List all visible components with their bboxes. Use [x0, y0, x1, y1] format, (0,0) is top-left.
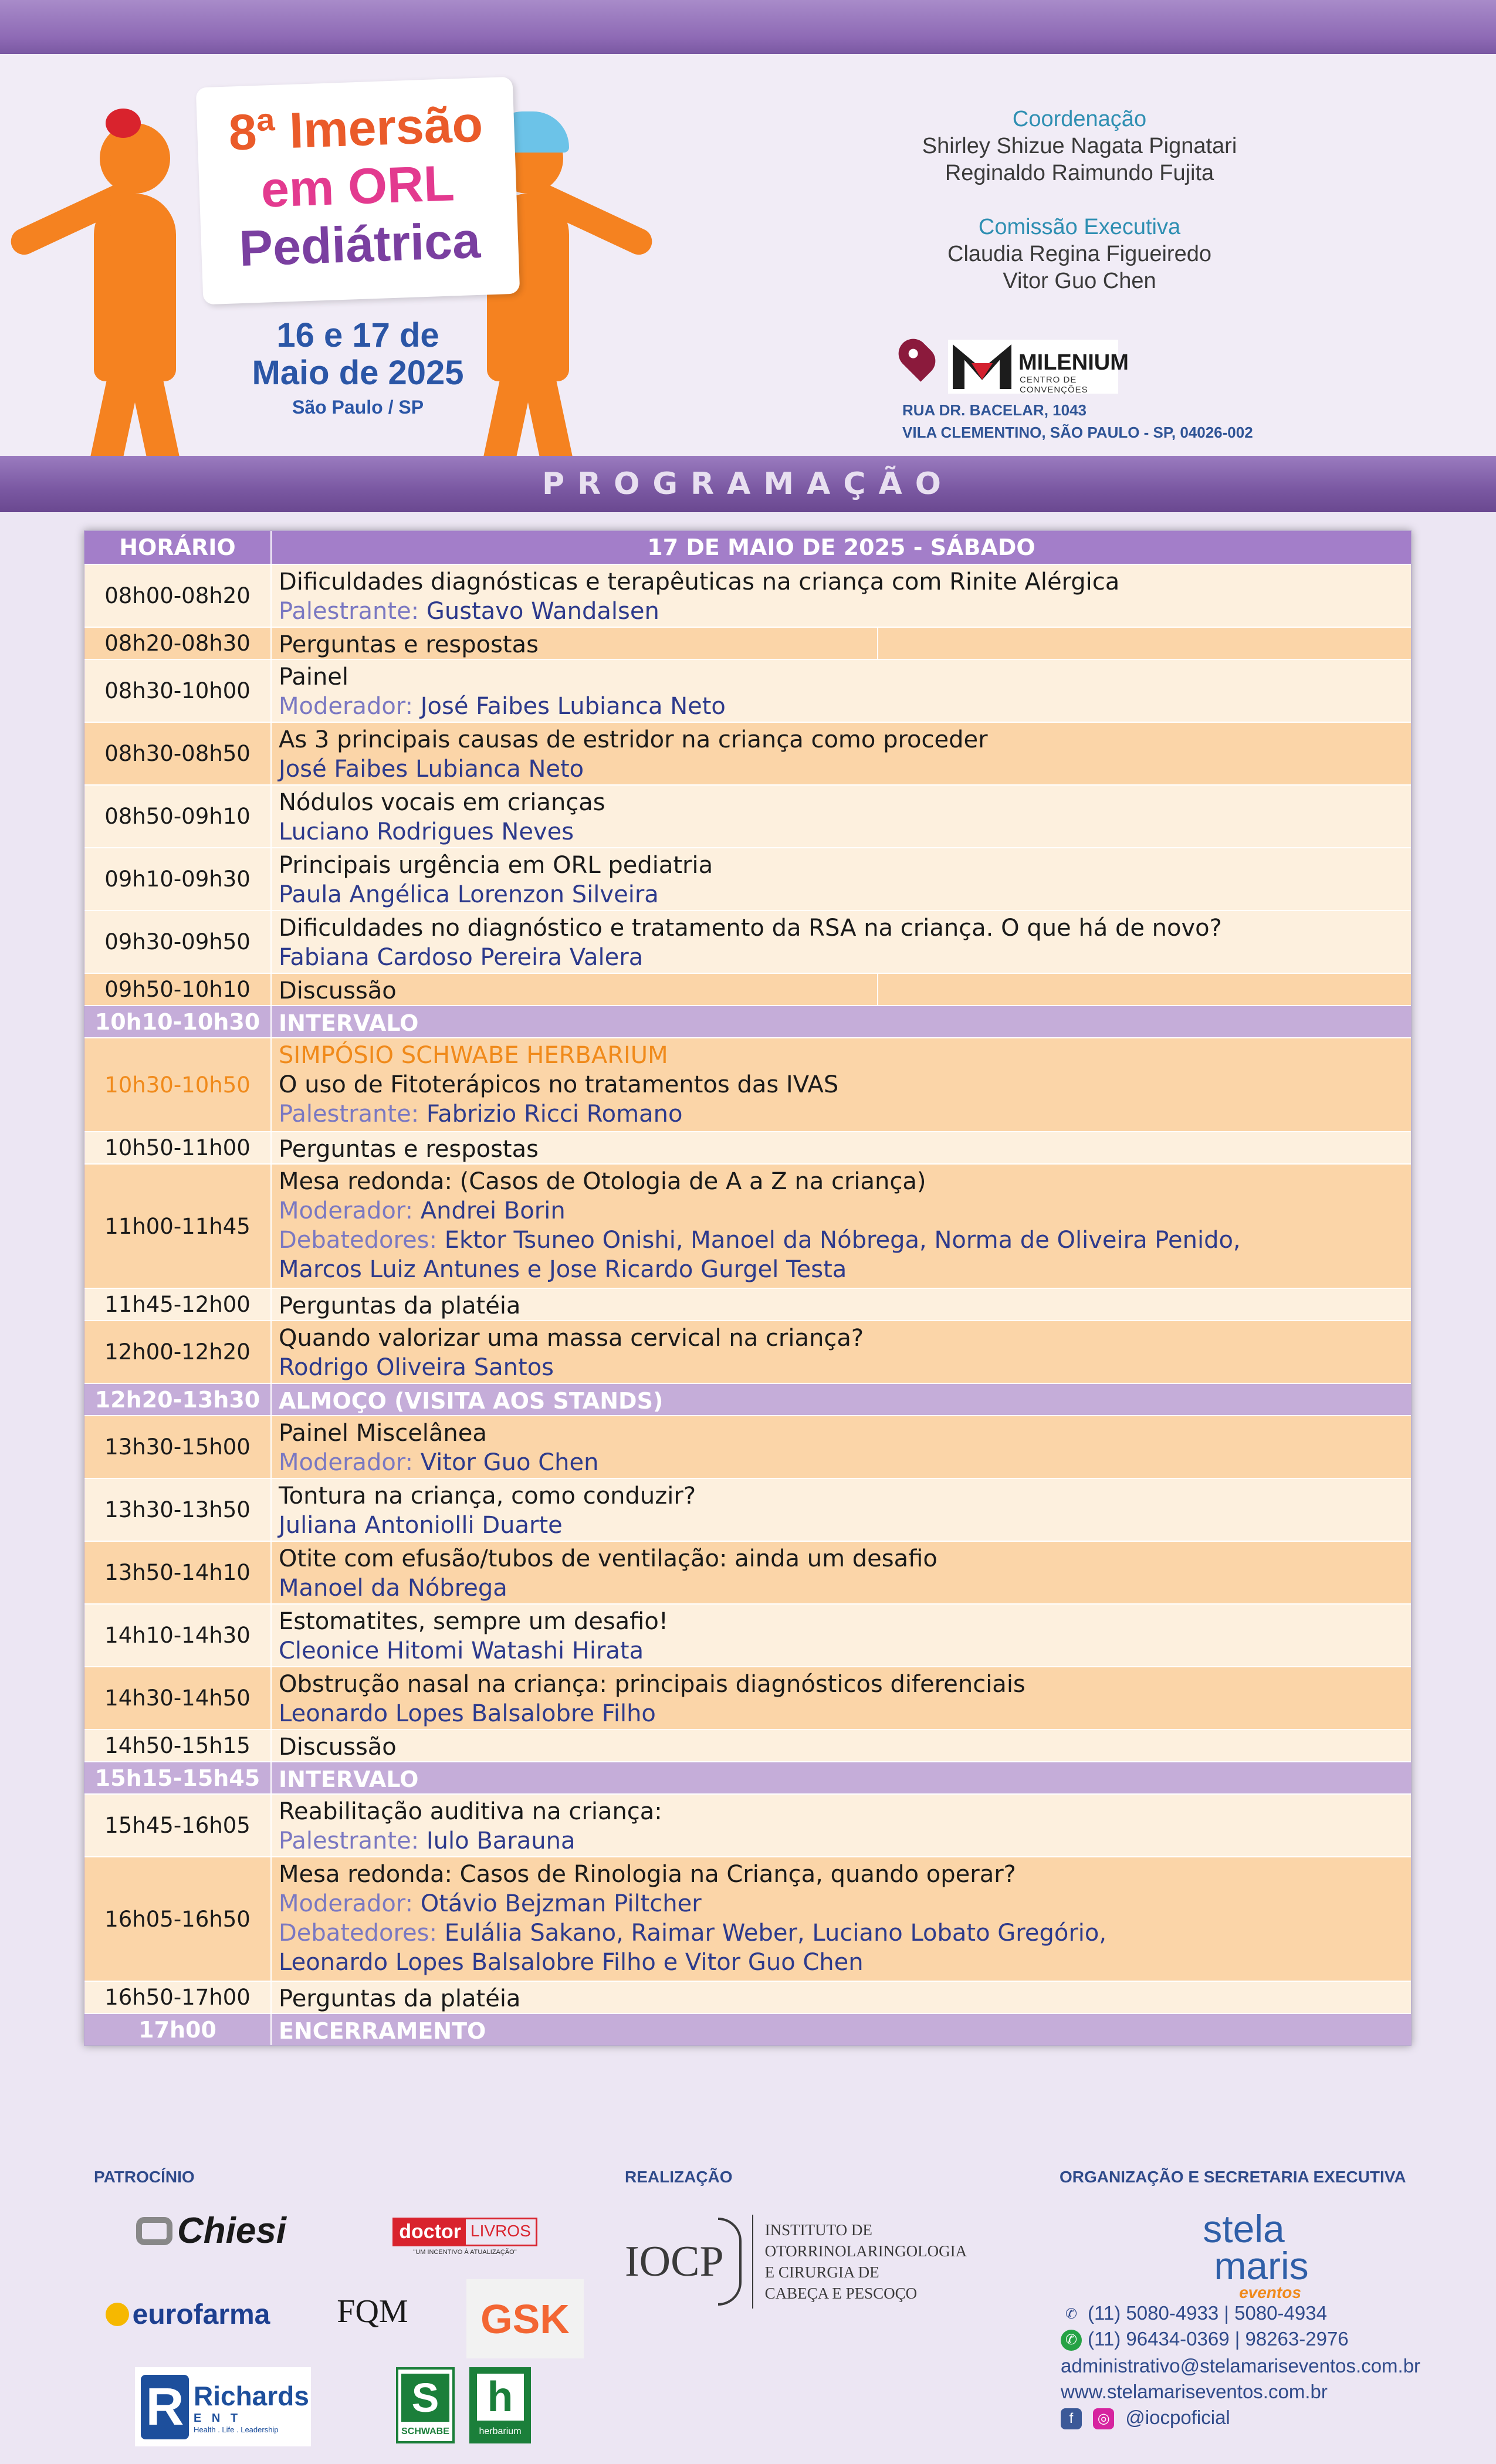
row-time: 08h00-08h20 — [84, 565, 272, 627]
row-time: 08h30-10h00 — [84, 660, 272, 722]
speaker-name: Rodrigo Oliveira Santos — [279, 1354, 554, 1381]
debaters-names: Leonardo Lopes Balsalobre Filho e Vitor Guo Chen — [279, 1949, 864, 1976]
speaker-label: Palestrante: — [279, 1827, 427, 1854]
row-description — [272, 1857, 1411, 1981]
row-time: 08h50-09h10 — [84, 786, 272, 847]
row-description: INTERVALO — [279, 1010, 419, 1036]
stela-maris-logo — [1150, 2207, 1338, 2301]
speaker-name: Manoel da Nóbrega — [279, 1575, 507, 1602]
iocp-line2: OTORRINOLARINGOLOGIA — [764, 2242, 967, 2260]
event-title-line2: em ORL — [260, 155, 456, 218]
eventos-name: eventos — [1239, 2283, 1301, 2301]
address-line1: RUA DR. BACELAR, 1043 — [902, 401, 1087, 419]
session-title: Obstrução nasal na criança: principais diagnósticos diferenciais — [279, 1671, 1025, 1698]
phone-line — [1061, 2302, 1327, 2325]
speaker-label: Palestrante: — [279, 598, 427, 625]
moderator-label: Moderador: — [279, 693, 421, 720]
table-row — [84, 973, 1411, 1005]
table-row — [84, 1415, 1411, 1478]
instagram-icon[interactable]: ◎ — [1093, 2408, 1114, 2429]
row-time: 15h15-15h45 — [84, 1762, 272, 1793]
coordinator-name: Reginaldo Raimundo Fujita — [945, 161, 1214, 185]
doctor-name: doctor — [394, 2219, 466, 2245]
closing-row — [84, 2013, 1411, 2045]
session-title: Mesa redonda: (Casos de Otologia de A a Z na criança) — [279, 1168, 926, 1195]
chiesi-logo — [126, 2206, 296, 2256]
row-description — [272, 1289, 1411, 1320]
doctor-tagline: "UM INCENTIVO À ATUALIZAÇÃO" — [413, 2249, 517, 2256]
schwabe-logo — [396, 2367, 455, 2443]
venue-name: MILENIUM — [1018, 350, 1129, 375]
livros-name: LIVROS — [471, 2222, 531, 2240]
venue-subtitle: CENTRO DE CONVENÇÕES — [1020, 375, 1088, 395]
date-column-header: 17 DE MAIO DE 2025 - SÁBADO — [647, 534, 1035, 560]
coordinator-name: Shirley Shizue Nagata Pignatari — [922, 134, 1237, 158]
table-row — [84, 659, 1411, 722]
chiesi-name: Chiesi — [177, 2211, 287, 2251]
table-row — [84, 1793, 1411, 1856]
iocp-line3: E CIRURGIA DE — [764, 2263, 879, 2281]
debaters-names: Ektor Tsuneo Onishi, Manoel da Nóbrega, Norma de Oliveira Penido, — [444, 1227, 1241, 1254]
event-date-line2: Maio de 2025 — [252, 354, 464, 392]
chiesi-mark-icon — [136, 2217, 172, 2245]
event-date-line1: 16 e 17 de — [276, 316, 439, 354]
symposium-title: SIMPÓSIO SCHWABE HERBARIUM — [279, 1042, 668, 1069]
social-line — [1061, 2407, 1230, 2429]
table-row — [84, 1131, 1411, 1163]
whatsapp-line — [1061, 2328, 1349, 2351]
table-row — [84, 1163, 1411, 1288]
eurofarma-name: eurofarma — [132, 2299, 270, 2330]
moderator-name: Otávio Bejzman Piltcher — [420, 1890, 702, 1917]
table-row — [84, 910, 1411, 973]
doctor-livros-logo — [396, 2209, 534, 2265]
row-time: 12h00-12h20 — [84, 1321, 272, 1383]
richards-tagline: Health . Life . Leadership — [194, 2425, 279, 2434]
top-bar — [0, 0, 1496, 54]
debaters-label: Debatedores: — [279, 1227, 445, 1254]
row-time: 15h45-16h05 — [84, 1795, 272, 1856]
schwabe-mark-icon: S — [401, 2374, 449, 2422]
sponsors-heading: PATROCÍNIO — [94, 2168, 195, 2186]
row-time: 14h10-14h30 — [84, 1605, 272, 1666]
richards-name: Richards — [194, 2380, 309, 2411]
speaker-name: Iulo Barauna — [426, 1827, 576, 1854]
table-header — [84, 531, 1411, 564]
time-column-header: HORÁRIO — [84, 531, 272, 564]
row-description — [272, 628, 1411, 659]
speaker-name: José Faibes Lubianca Neto — [279, 756, 584, 783]
row-time: 12h20-13h30 — [84, 1384, 272, 1415]
row-description — [272, 1038, 1411, 1131]
row-time: 14h50-15h15 — [84, 1730, 272, 1761]
session-title: Tontura na criança, como conduzir? — [279, 1483, 696, 1509]
break-row — [84, 1383, 1411, 1415]
iocp-logo — [625, 2209, 989, 2314]
kid-left-figure — [94, 194, 176, 381]
debaters-label: Debatedores: — [279, 1920, 445, 1947]
row-description — [272, 1321, 1411, 1383]
row-description — [272, 565, 1411, 627]
eurofarma-mark-icon — [106, 2303, 129, 2326]
row-time: 10h30-10h50 — [84, 1038, 272, 1131]
venue-address — [902, 399, 1253, 444]
event-date — [235, 317, 481, 418]
session-title: Nódulos vocais em crianças — [279, 789, 605, 816]
gsk-logo: GSK — [466, 2279, 584, 2358]
table-row — [84, 1320, 1411, 1383]
moderator-name: Andrei Borin — [420, 1197, 566, 1224]
iocp-name: IOCP — [625, 2237, 724, 2286]
herbarium-mark-icon: h — [477, 2374, 524, 2421]
program-title-bar: PROGRAMAÇÃO — [0, 456, 1496, 512]
speaker-name: Juliana Antoniolli Duarte — [279, 1512, 563, 1539]
moderator-name: José Faibes Lubianca Neto — [420, 693, 726, 720]
row-description — [272, 1730, 1411, 1761]
row-description — [272, 1605, 1411, 1666]
session-title: Estomatites, sempre um desafio! — [279, 1608, 668, 1635]
coordination-block — [845, 106, 1314, 295]
session-title: Perguntas e respostas — [279, 631, 539, 658]
row-description — [272, 1982, 1411, 2013]
event-logo — [41, 76, 628, 440]
table-row — [84, 1856, 1411, 1981]
row-description — [272, 660, 1411, 722]
event-title-line1: 8ª Imersão — [228, 96, 484, 161]
row-time: 16h05-16h50 — [84, 1857, 272, 1981]
row-description: INTERVALO — [279, 1766, 419, 1792]
session-title: Principais urgência em ORL pediatria — [279, 852, 713, 879]
session-title: Dificuldades diagnósticas e terapêuticas na criança com Rinite Alérgica — [279, 568, 1120, 595]
row-time: 08h20-08h30 — [84, 628, 272, 659]
moderator-label: Moderador: — [279, 1890, 421, 1917]
row-time: 10h10-10h30 — [84, 1006, 272, 1037]
organization-heading: ORGANIZAÇÃO E SECRETARIA EXECUTIVA — [1060, 2168, 1406, 2186]
moderator-label: Moderador: — [279, 1197, 421, 1224]
milenium-logo — [948, 340, 1129, 395]
speaker-name: Fabrizio Ricci Romano — [426, 1101, 683, 1128]
iocp-profile-icon — [718, 2218, 742, 2306]
row-time: 13h30-13h50 — [84, 1479, 272, 1541]
address-line2: VILA CLEMENTINO, SÃO PAULO - SP, 04026-002 — [902, 424, 1253, 441]
executive-committee-label: Comissão Executiva — [978, 215, 1181, 239]
row-description — [272, 786, 1411, 847]
session-title: Perguntas e respostas — [279, 1136, 539, 1163]
session-title: Discussão — [279, 977, 397, 1004]
row-description: ALMOÇO (VISITA AOS STANDS) — [279, 1388, 664, 1414]
iocp-line4: CABEÇA E PESCOÇO — [764, 2284, 918, 2302]
row-description — [272, 1542, 1411, 1603]
row-time: 14h30-14h50 — [84, 1667, 272, 1729]
row-time: 11h00-11h45 — [84, 1165, 272, 1288]
row-time: 17h00 — [84, 2014, 272, 2045]
speaker-name: Paula Angélica Lorenzon Silveira — [279, 881, 659, 908]
row-time: 16h50-17h00 — [84, 1982, 272, 2013]
realization-heading: REALIZAÇÃO — [625, 2168, 733, 2186]
session-title: Otite com efusão/tubos de ventilação: ainda um desafio — [279, 1545, 937, 1572]
session-title: Reabilitação auditiva na criança: — [279, 1798, 662, 1825]
speaker-label: Palestrante: — [279, 1101, 427, 1128]
session-title: Discussão — [279, 1734, 397, 1761]
phone-icon: ✆ — [1065, 2306, 1078, 2323]
session-title: Perguntas da platéia — [279, 1292, 521, 1319]
session-title: Painel Miscelânea — [279, 1420, 487, 1447]
herbarium-name: herbarium — [479, 2426, 522, 2436]
phone-numbers: (11) 5080-4933 | 5080-4934 — [1088, 2302, 1327, 2324]
break-row — [84, 1005, 1411, 1037]
table-row — [84, 1729, 1411, 1761]
social-handle[interactable]: @iocpoficial — [1125, 2407, 1230, 2428]
row-description — [272, 723, 1411, 784]
iocp-line1: INSTITUTO DE — [764, 2221, 872, 2239]
stela-name: stela — [1203, 2207, 1285, 2250]
table-row — [84, 847, 1411, 910]
event-city: São Paulo / SP — [292, 397, 424, 418]
table-row — [84, 784, 1411, 847]
row-description — [272, 1795, 1411, 1856]
richards-ent: E N T — [194, 2411, 242, 2425]
eurofarma-logo — [100, 2294, 276, 2335]
row-time: 11h45-12h00 — [84, 1289, 272, 1320]
row-time: 10h50-11h00 — [84, 1132, 272, 1163]
table-row — [84, 1037, 1411, 1131]
facebook-icon[interactable]: f — [1061, 2408, 1082, 2429]
row-description — [272, 1479, 1411, 1541]
table-row — [84, 1981, 1411, 2013]
table-row — [84, 1666, 1411, 1729]
session-title: As 3 principais causas de estridor na criança como proceder — [279, 726, 988, 753]
row-time: 13h50-14h10 — [84, 1542, 272, 1603]
table-row — [84, 564, 1411, 627]
speaker-name: Cleonice Hitomi Watashi Hirata — [279, 1637, 644, 1664]
event-title-line3: Pediátrica — [238, 212, 482, 277]
session-title: Mesa redonda: Casos de Rinologia na Criança, quando operar? — [279, 1861, 1016, 1888]
herbarium-logo — [469, 2367, 531, 2443]
row-description — [272, 974, 1411, 1005]
debaters-names: Eulália Sakano, Raimar Weber, Luciano Lobato Gregório, — [444, 1920, 1107, 1947]
maris-name: maris — [1214, 2244, 1309, 2287]
table-row — [84, 1541, 1411, 1603]
row-description — [272, 1165, 1411, 1288]
row-description — [272, 1132, 1411, 1163]
email[interactable]: administrativo@stelamariseventos.com.br — [1061, 2355, 1421, 2377]
coordination-label: Coordenação — [1012, 107, 1147, 131]
debaters-names: Marcos Luiz Antunes e Jose Ricardo Gurgel Testa — [279, 1256, 847, 1283]
whatsapp-numbers: (11) 96434-0369 | 98263-2976 — [1088, 2328, 1349, 2350]
speaker-name: Leonardo Lopes Balsalobre Filho — [279, 1700, 656, 1727]
committee-member-name: Claudia Regina Figueiredo — [947, 242, 1211, 266]
program-table — [84, 530, 1412, 2046]
table-row — [84, 1603, 1411, 1666]
session-title: Perguntas da platéia — [279, 1985, 521, 2012]
session-title: Dificuldades no diagnóstico e tratamento da RSA na criança. O que há de novo? — [279, 915, 1222, 942]
speaker-name: Luciano Rodrigues Neves — [279, 818, 574, 845]
committee-member-name: Vitor Guo Chen — [1003, 269, 1156, 293]
table-row — [84, 1288, 1411, 1320]
fqm-logo: FQM — [337, 2293, 408, 2330]
whatsapp-icon[interactable]: ✆ — [1061, 2330, 1082, 2351]
richards-logo: R Richards E N T Health . Life . Leadership — [135, 2367, 311, 2446]
schwabe-name: SCHWABE — [401, 2426, 449, 2436]
row-description: ENCERRAMENTO — [279, 2018, 486, 2044]
speaker-name: Fabiana Cardoso Pereira Valera — [279, 944, 644, 971]
row-time: 13h30-15h00 — [84, 1416, 272, 1478]
row-description — [272, 1416, 1411, 1478]
session-title: Painel — [279, 664, 349, 691]
break-row — [84, 1761, 1411, 1793]
row-description — [272, 848, 1411, 910]
row-time: 09h50-10h10 — [84, 974, 272, 1005]
row-time: 09h30-09h50 — [84, 911, 272, 973]
moderator-label: Moderador: — [279, 1449, 421, 1476]
flower-icon — [106, 109, 141, 138]
row-time: 09h10-09h30 — [84, 848, 272, 910]
table-row — [84, 627, 1411, 659]
session-title: Quando valorizar uma massa cervical na criança? — [279, 1325, 864, 1352]
speaker-name: Gustavo Wandalsen — [426, 598, 659, 625]
event-title-banner — [196, 77, 520, 305]
row-description — [272, 1667, 1411, 1729]
website-link[interactable]: www.stelamariseventos.com.br — [1061, 2381, 1328, 2402]
session-title: O uso de Fitoterápicos no tratamentos das IVAS — [279, 1071, 839, 1098]
table-row — [84, 722, 1411, 784]
moderator-name: Vitor Guo Chen — [420, 1449, 599, 1476]
table-row — [84, 1478, 1411, 1541]
row-description — [272, 911, 1411, 973]
row-time: 08h30-08h50 — [84, 723, 272, 784]
